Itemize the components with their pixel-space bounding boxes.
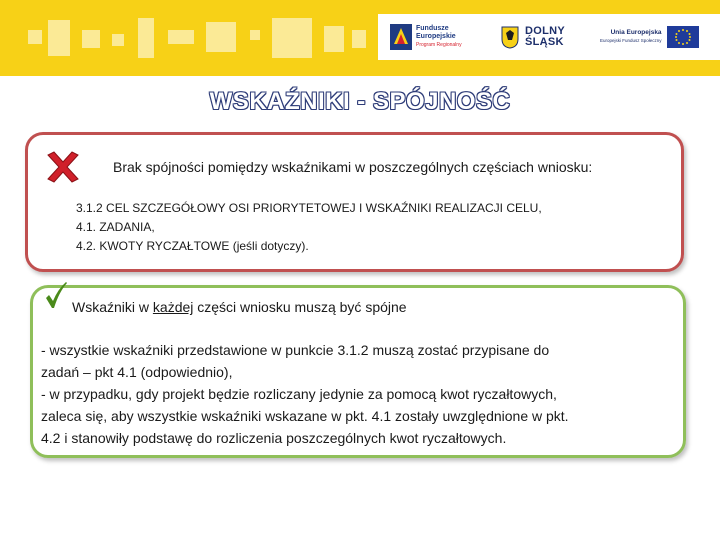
funds-flag-icon (390, 24, 412, 50)
region-logo-line1: DOLNY (525, 25, 565, 37)
rule-lead-part1: Wskaźniki w (72, 299, 153, 315)
decor-shape (28, 30, 42, 44)
rule-lead (72, 299, 407, 315)
rule-lead-part2: części wniosku muszą być spójne (193, 299, 407, 315)
region-logo (500, 14, 565, 60)
decor-shape (82, 30, 100, 48)
eu-logo-line2: Europejski Fundusz Społeczny (600, 38, 662, 43)
funds-logo-line3: Program Regionalny (416, 42, 462, 48)
rule-line-5: 4.2 i stanowiły podstawę do rozliczenia poszczególnych kwot ryczałtowych. (41, 430, 507, 446)
problem-item-3: 4.2. KWOTY RYCZAŁTOWE (jeśli dotyczy). (76, 239, 309, 253)
slide-title: WSKAŹNIKI - SPÓJNOŚĆ (209, 88, 511, 115)
problem-item-2: 4.1. ZADANIA, (76, 220, 155, 234)
rule-line-3: - w przypadku, gdy projekt będzie rozliczany jedynie za pomocą kwot ryczałtowych, (41, 386, 557, 402)
check-mark-icon (44, 281, 68, 311)
decor-shape (112, 34, 124, 46)
decor-shape (250, 30, 260, 40)
rule-line-2: zadań – pkt 4.1 (odpowiednio), (41, 364, 233, 380)
header-banner (0, 0, 720, 76)
eu-logo-line1: Unia Europejska (610, 29, 662, 36)
decor-shape (168, 30, 194, 44)
decor-shape (138, 18, 154, 58)
x-mark-icon (44, 150, 82, 184)
eagle-crest-icon (500, 25, 520, 49)
funds-logo (390, 14, 462, 60)
logo-bar (378, 14, 720, 60)
problem-lead: Brak spójności pomiędzy wskaźnikami w poszczególnych częściach wniosku: (113, 159, 593, 175)
eu-logo (600, 14, 699, 60)
decor-shape (48, 20, 70, 56)
rule-line-1: - wszystkie wskaźniki przedstawione w punkcie 3.1.2 muszą zostać przypisane do (41, 342, 550, 358)
funds-logo-line1: Fundusze (416, 25, 449, 32)
rule-lead-emphasis: każdej (152, 299, 194, 315)
rule-line-4: zaleca się, aby wszystkie wskaźniki wskazane w pkt. 4.1 zostały uwzględnione w pkt. (41, 408, 569, 424)
decor-shape (352, 30, 366, 48)
decor-shape (272, 18, 312, 58)
problem-item-1: 3.1.2 CEL SZCZEGÓŁOWY OSI PRIORYTETOWEJ I WSKAŹNIKI REALIZACJI CELU, (76, 201, 542, 215)
funds-logo-line2: Europejskie (416, 33, 456, 40)
region-logo-line2: ŚLĄSK (525, 36, 564, 48)
eu-flag-icon (667, 26, 699, 48)
decor-shape (206, 22, 236, 52)
decor-shape (324, 26, 344, 52)
